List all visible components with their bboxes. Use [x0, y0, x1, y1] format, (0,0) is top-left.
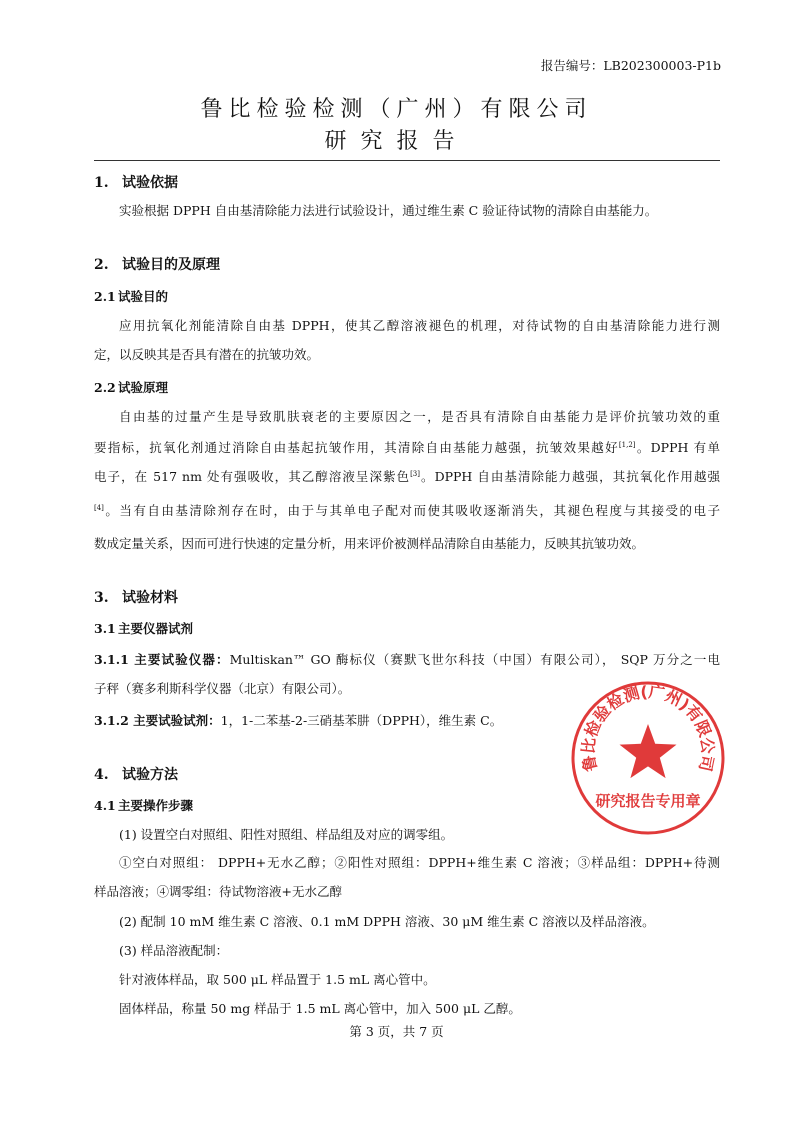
section-1-heading [94, 172, 178, 192]
document-type: 研究报告 [324, 129, 469, 154]
header-rule [94, 160, 720, 161]
principle-line-5: 数成定量关系，因而可进行快速的定量分析，用来评价被测样品清除自由基能力，反映其抗皱功效。 [94, 536, 645, 551]
instruments-line-1 [94, 645, 720, 674]
section-number: 4. [94, 767, 109, 783]
subsection-2-2-heading [94, 378, 168, 396]
section-1-text: 实验根据 DPPH 自由基清除能力法进行试验设计，通过维生素 C 验证待试物的清除自由基能力。 [119, 203, 658, 218]
company-name: 鲁比检验检测（广州）有限公司 [200, 97, 593, 122]
subsection-number: 4.1 [94, 798, 116, 813]
section-number: 1. [94, 175, 109, 191]
principle-text: 。当有自由基清除剂存在时，由于与其单电子配对而使其吸收逐渐消失，其褪色程度与其接受的电子 [103, 503, 720, 519]
section-3-heading [94, 587, 178, 607]
groups-line-2: 样品溶液；④调零组：待试物溶液+无水乙醇 [94, 884, 342, 899]
purpose-line-2: 定，以反映其是否具有潜在的抗皱功效。 [94, 347, 320, 362]
principle-line-2 [94, 431, 720, 462]
section-4-heading [94, 764, 178, 784]
instruments-text: Multiskan™ GO 酶标仪（赛默飞世尔科技（中国）有限公司）， SQP 万分之一电 [229, 652, 720, 667]
subsection-title: 试验原理 [118, 380, 169, 395]
report-number: 报告编号：LB202300003-P1b [540, 58, 721, 73]
solid-sample-text: 固体样品，称量 50 mg 样品于 1.5 mL 离心管中，加入 500 μL 乙醇。 [119, 1001, 521, 1016]
step-1: (1) 设置空白对照组、阳性对照组、样品组及对应的调零组。 [119, 827, 454, 842]
principle-text: 电子，在 517 nm 处有强吸收，其乙醇溶液呈深紫色 [94, 469, 411, 485]
instruments-line-2: 子秤（赛多利斯科学仪器（北京）有限公司）。 [94, 681, 351, 696]
section-title: 试验依据 [122, 175, 178, 191]
subsection-title: 试验目的 [118, 289, 169, 304]
purpose-line-1: 应用抗氧化剂能清除自由基 DPPH，使其乙醇溶液褪色的机理，对待试物的自由基清除能力进行测 [119, 318, 720, 333]
section-title: 试验材料 [122, 590, 178, 606]
step-3: (3) 样品溶液配制： [119, 943, 229, 958]
subsection-title: 主要操作步骤 [118, 798, 194, 813]
company-seal [570, 680, 726, 836]
section-number: 2. [94, 257, 109, 273]
citation-3: [3] [410, 470, 420, 478]
subsection-number: 3.1 [94, 621, 116, 636]
principle-text: 要指标，抗氧化剂通过消除自由基起抗皱作用，其清除自由基能力越强，抗皱效果越好 [94, 440, 619, 456]
subsection-4-1-heading [94, 796, 193, 814]
step-2: (2) 配制 10 mM 维生素 C 溶液、0.1 mM DPPH 溶液、30 μM 维生素 C 溶液以及样品溶液。 [119, 914, 655, 929]
principle-line-4 [94, 494, 720, 525]
star-icon [620, 724, 677, 778]
reagents-label: 3.1.2 主要试验试剂： [94, 713, 221, 728]
citation-1-2: [1,2] [618, 441, 636, 449]
citation-4: [4] [94, 504, 104, 512]
section-title: 试验目的及原理 [122, 257, 220, 273]
subsection-number: 2.1 [94, 289, 116, 304]
liquid-sample-text: 针对液体样品，取 500 μL 样品置于 1.5 mL 离心管中。 [119, 972, 436, 987]
principle-text: 。DPPH 自由基清除能力越强，其抗氧化作用越强 [419, 469, 720, 485]
instruments-label: 3.1.1 主要试验仪器： [94, 652, 230, 667]
seal-ring-text: 鲁比检验检测(广州)有限公司 [578, 682, 718, 774]
page-number: 第 3 页，共 7 页 [349, 1024, 444, 1039]
groups-line-1: ①空白对照组： DPPH+无水乙醇；②阳性对照组：DPPH+维生素 C 溶液；③样品组：DPPH+待测 [119, 855, 720, 870]
principle-text: 。DPPH 有单 [635, 440, 720, 456]
subsection-title: 主要仪器试剂 [118, 621, 194, 636]
section-number: 3. [94, 590, 109, 606]
section-2-heading [94, 254, 220, 274]
subsection-2-1-heading [94, 287, 168, 305]
seal-bottom-text: 研究报告专用章 [595, 792, 701, 810]
principle-line-3 [94, 460, 720, 491]
subsection-number: 2.2 [94, 380, 116, 395]
reagents-text: 1，1-二苯基-2-三硝基苯肼（DPPH），维生素 C。 [220, 713, 503, 728]
section-title: 试验方法 [122, 767, 178, 783]
principle-line-1: 自由基的过量产生是导致肌肤衰老的主要原因之一，是否具有清除自由基能力是评价抗皱功效的重 [119, 409, 720, 424]
subsection-3-1-heading [94, 619, 193, 637]
